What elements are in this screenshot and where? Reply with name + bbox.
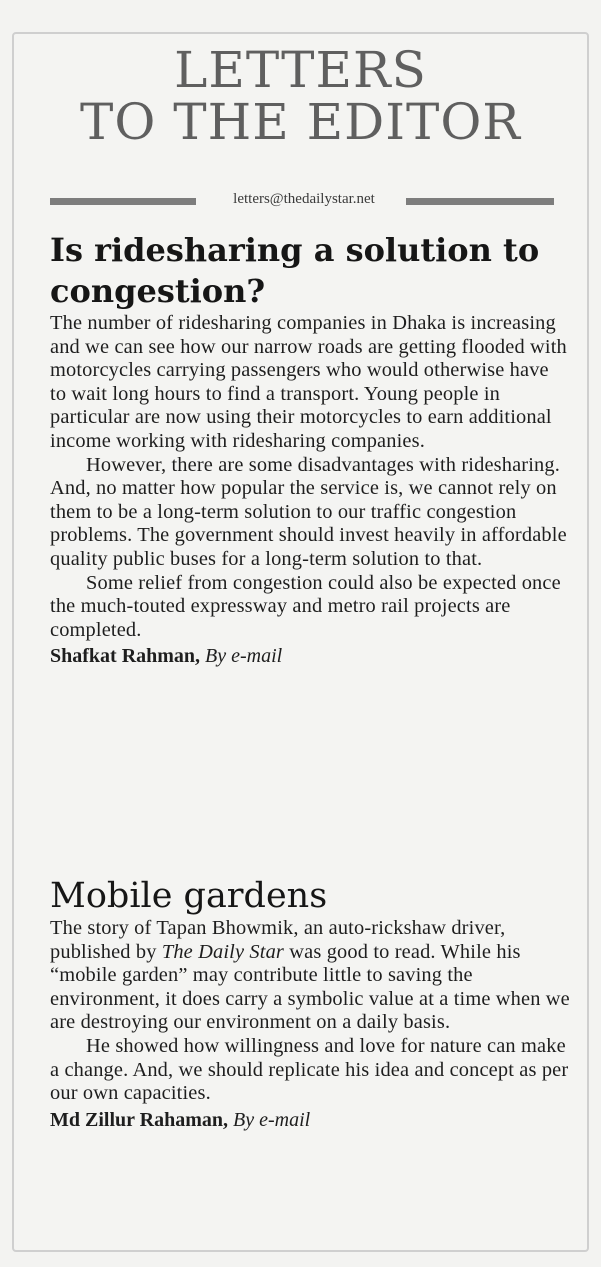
submission-method: By e-mail	[233, 1108, 311, 1131]
letter-ridesharing	[50, 230, 570, 668]
letter-mobile-gardens	[50, 876, 570, 1132]
letter-headline: Mobile gardens	[50, 876, 328, 916]
masthead-line-1: LETTERS	[174, 41, 427, 99]
rule-right	[406, 198, 554, 205]
section-masthead	[0, 41, 601, 151]
paragraph-text: was good to read. While his “mobile garden” may contribute little to saving the environment, it does carry a symbolic value at a time when we are destroying our environment on a daily basis.	[50, 940, 570, 1034]
editor-email: letters@thedailystar.net	[233, 191, 375, 207]
letter-paragraph: Some relief from congestion could also be expected once the much-touted expressway and metro rail projects are completed.	[50, 571, 561, 641]
paragraph-text: The story of Tapan Bhowmik, an auto-rickshaw driver, published by	[50, 917, 506, 963]
submission-method: By e-mail	[205, 645, 283, 668]
letter-paragraph: He showed how willingness and love for nature can make a change. And, we should replicate his idea and concept as per our own capacities.	[50, 1034, 569, 1105]
letter-paragraph: However, there are some disadvantages with ridesharing. And, no matter how popular the service is, we cannot rely on them to be a long-term solution to our traffic congestion problems. The government should invest heavily in affordable quality public buses for a long-term solution to that.	[50, 453, 567, 570]
letter-signature	[50, 1108, 570, 1132]
letter-paragraph	[50, 917, 570, 1035]
letter-paragraph: The number of ridesharing companies in Dhaka is increasing and we can see how our narrow roads are getting flooded with motorcycles carrying passengers who would otherwise have to wait long hours to find a transport. Young people in particular are now using their motorcycles to earn additional income working with ridesharing companies.	[50, 312, 567, 452]
author-name: Md Zillur Rahaman,	[50, 1108, 228, 1131]
author-name: Shafkat Rahman,	[50, 645, 201, 668]
rule-left	[50, 198, 196, 205]
email-row	[50, 192, 554, 212]
letter-headline: Is ridesharing a solution to congestion?	[50, 231, 540, 310]
publication-name: The Daily Star	[161, 940, 285, 963]
masthead-line-2: TO THE EDITOR	[80, 93, 521, 151]
letter-signature	[50, 644, 570, 668]
